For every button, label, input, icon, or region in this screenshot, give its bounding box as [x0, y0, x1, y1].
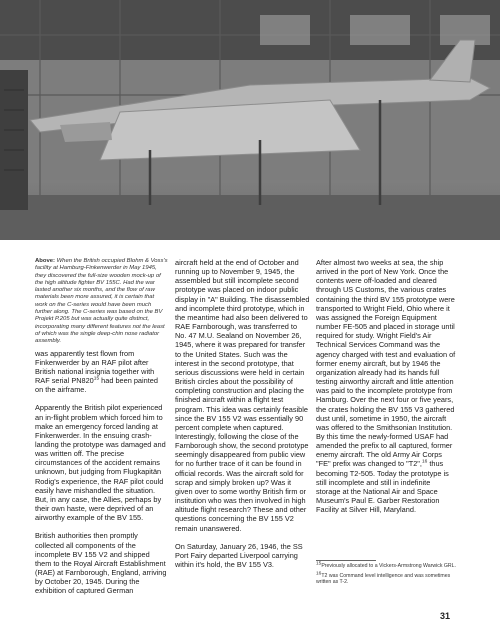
footnote-text: T2 was Command level intelligence and was sometimes written as T-2.	[316, 572, 451, 586]
paragraph: British authorities then promptly collected all components of the incomplete BV 155 V2 and shipped them to the Royal Aircraft Establishment (RAE) at Farnborough, England, arriving by October 20, 1945. During the exhibition of captured German	[35, 531, 167, 596]
text-column-2	[175, 258, 310, 578]
photo-caption	[35, 258, 168, 346]
footnote-rule	[316, 560, 376, 561]
text-column-3	[316, 258, 456, 523]
paragraph-text: After almost two weeks at sea, the ship arrived in the port of New York. Once the contents were off-loaded and cleared through US Customs, the various crates containing the third BV 155 prototype were transported to Wright Field, Ohio where it was assigned the Foreign Equipment number FE-505 and placed in storage until required for study. Wright Field's Air Technical Services Command was the agency charged with test and evaluation of former enemy aircraft, but by 1946 the organization already had its hands full testing airworthy aircraft and little attention was paid to the incomplete prototype from Hamburg. Over the next four or five years, the crates holding the BV 155 V3 gathered dust until, sometime in 1950, the aircraft was offered to the Smithsonian Institution. By this time the newly-formed USAF had amended the prefix to all captured, former enemy aircraft. The old Army Air Corps "FE" prefix was changed to "T2",	[316, 258, 456, 469]
paragraph: On Saturday, January 26, 1946, the SS Port Fairy departed Liverpool carrying within it's hold, the BV 155 V3.	[175, 541, 303, 569]
paragraph	[316, 258, 456, 514]
page-number: 31	[440, 611, 451, 621]
footnote-number: 16	[316, 570, 322, 576]
text-column-1	[35, 258, 168, 604]
paragraph: Apparently the British pilot experienced an in-flight problem which forced him to make an emergency forced landing at Finkenwerder. In the ensuing crash-landing the prototype was damaged and was written off. The precise circumstances of the accident remains unknown, but judging from Flugkapitän Rodig's experience, the RAF pilot could easily have mishandled the situation. But, in any case, the Allies, perhaps by their own haste, were deprived of an airworthy example of the BV 155.	[35, 403, 166, 523]
footnote-ref: 15	[93, 376, 100, 382]
footnote-text: Previously allocated to a Vickers-Armstrong Warwick GRL.	[321, 563, 456, 569]
hangar-photo	[0, 0, 500, 240]
footnote-ref: 16	[421, 460, 428, 465]
footnotes	[316, 560, 456, 589]
paragraph-text: was apparently test flown from Finkenwerder by an RAF pilot after British national insignia together with RAF serial PN820	[35, 348, 155, 386]
mockup-photo-illustration	[0, 0, 500, 240]
paragraph-text: thus becoming T2-505. Today the prototype is still incomplete and still in indefinite storage at the National Air and Space Museum's Paul E. Garber Restoration Facility at Silver Hill, Maryland.	[316, 459, 449, 515]
paragraph: aircraft held at the end of October and running up to November 9, 1945, the assembled but still incomplete second prototype was placed on indoor public display in "A" Building. The disassembled and incomplete third prototype, which in the meantime had also been delivered to RAE Farnborough, was transferred to No. 47 M.U. Sealand on November 26, 1945, where it was prepared for transfer to the United States. Such was the interest in the second prototype, that serious discussions were held in certain British circles about the possibility of completing construction and placing the finished aircraft within a flight test program. This idea was certainly feasible since the BV 155 V2 was essentially 90 percent complete when captured. Interestingly, following the close of the Farnborough show, the second prototype seemingly disappeared from public view for no further trace of it can be found in official records. Was the aircraft sold for scrap and simply broken up? Was it given over to some worthy British firm or institution who was then involved in high altitude flight research? These and other questions concerning the BV 155 V2 remain unanswered.	[175, 258, 310, 533]
paragraph	[35, 349, 168, 395]
caption-label: Above:	[35, 258, 55, 264]
footnote-number: 15	[316, 561, 322, 567]
caption-text: When the British occupied Blohm & Voss's facility at Hamburg-Finkenwerder in May 1945, they discovered the full-size wooden mock-up of the high altitude fighter BV 155C. Had the war lasted another six months, and the flow of raw materials been more assured, it is certain that work on the C-series would have been much further along. The C-series was based on the BV Projekt P.205 but was actually quite distinct, incorporating many different features not the least of which was the single deep-chin nose radiator assembly.	[35, 258, 168, 345]
footnote	[316, 563, 456, 570]
footnote	[316, 570, 456, 586]
paragraph-text: had been painted on the airframe.	[35, 376, 158, 395]
